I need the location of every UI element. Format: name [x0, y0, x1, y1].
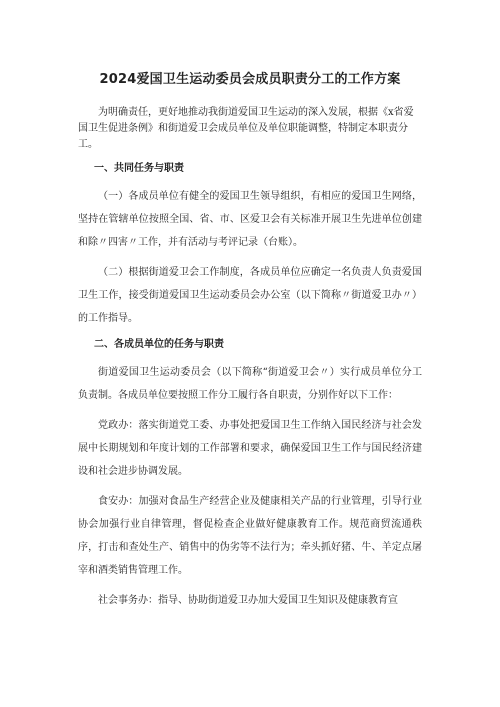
section-heading-member-duties: 二、各成员单位的任务与职责	[94, 339, 224, 350]
paragraph-organization: （一）各成员单位有健全的爱国卫生领导组织，有相应的爱国卫生网络，坚持在管辖单位按照全国、省、市、区爱卫会有关标准开展卫生先进单位创建和除〃四害〃工作，并有活动与考评记录（台账）。	[78, 191, 422, 248]
document-title: 2024爱国卫生运动委员会成员职责分工的工作方案	[99, 72, 401, 87]
section-heading-shared-duties: 一、共同任务与职责	[94, 163, 184, 174]
paragraph-responsible-person: （二）根据街道爱卫会工作制度，各成员单位应确定一名负责人负责爱国卫生工作，接受街道爱国卫生运动委员会办公室（以下简称〃街道爱卫办〃）的工作指导。	[78, 267, 422, 324]
paragraph-food-safety-office: 食安办：加强对食品生产经营企业及健康相关产品的行业管理，引导行业协会加强行业自律管理，督促检查企业做好健康教育工作。规范商贸流通秩序，打击和查处生产、销售中的伪劣等不法行为；牵头抓好猪、牛、羊定点屠宰和酒类销售管理工作。	[78, 496, 422, 576]
intro-paragraph: 为明确责任，更好地推动我街道爱国卫生运动的深入发展，根据《x省爱国卫生促进条例》和街道爱卫会成员单位及单位职能调整，特制定本职责分工。	[78, 107, 414, 150]
paragraph-division-of-labor: 街道爱国卫生运动委员会（以下简称“街道爱卫会〃）实行成员单位分工负责制。各成员单位要按照工作分工履行各自职责，分别作好以下工作：	[78, 367, 422, 401]
paragraph-party-office: 党政办：落实街道党工委、办事处把爱国卫生工作纳入国民经济与社会发展中长期规划和年度计划的工作部署和要求，确保爱国卫生工作与国民经济建设和社会进步协调发展。	[78, 420, 422, 477]
paragraph-social-affairs-office: 社会事务办：指导、协助街道爱卫办加大爱国卫生知识及健康教育宣	[98, 595, 398, 606]
